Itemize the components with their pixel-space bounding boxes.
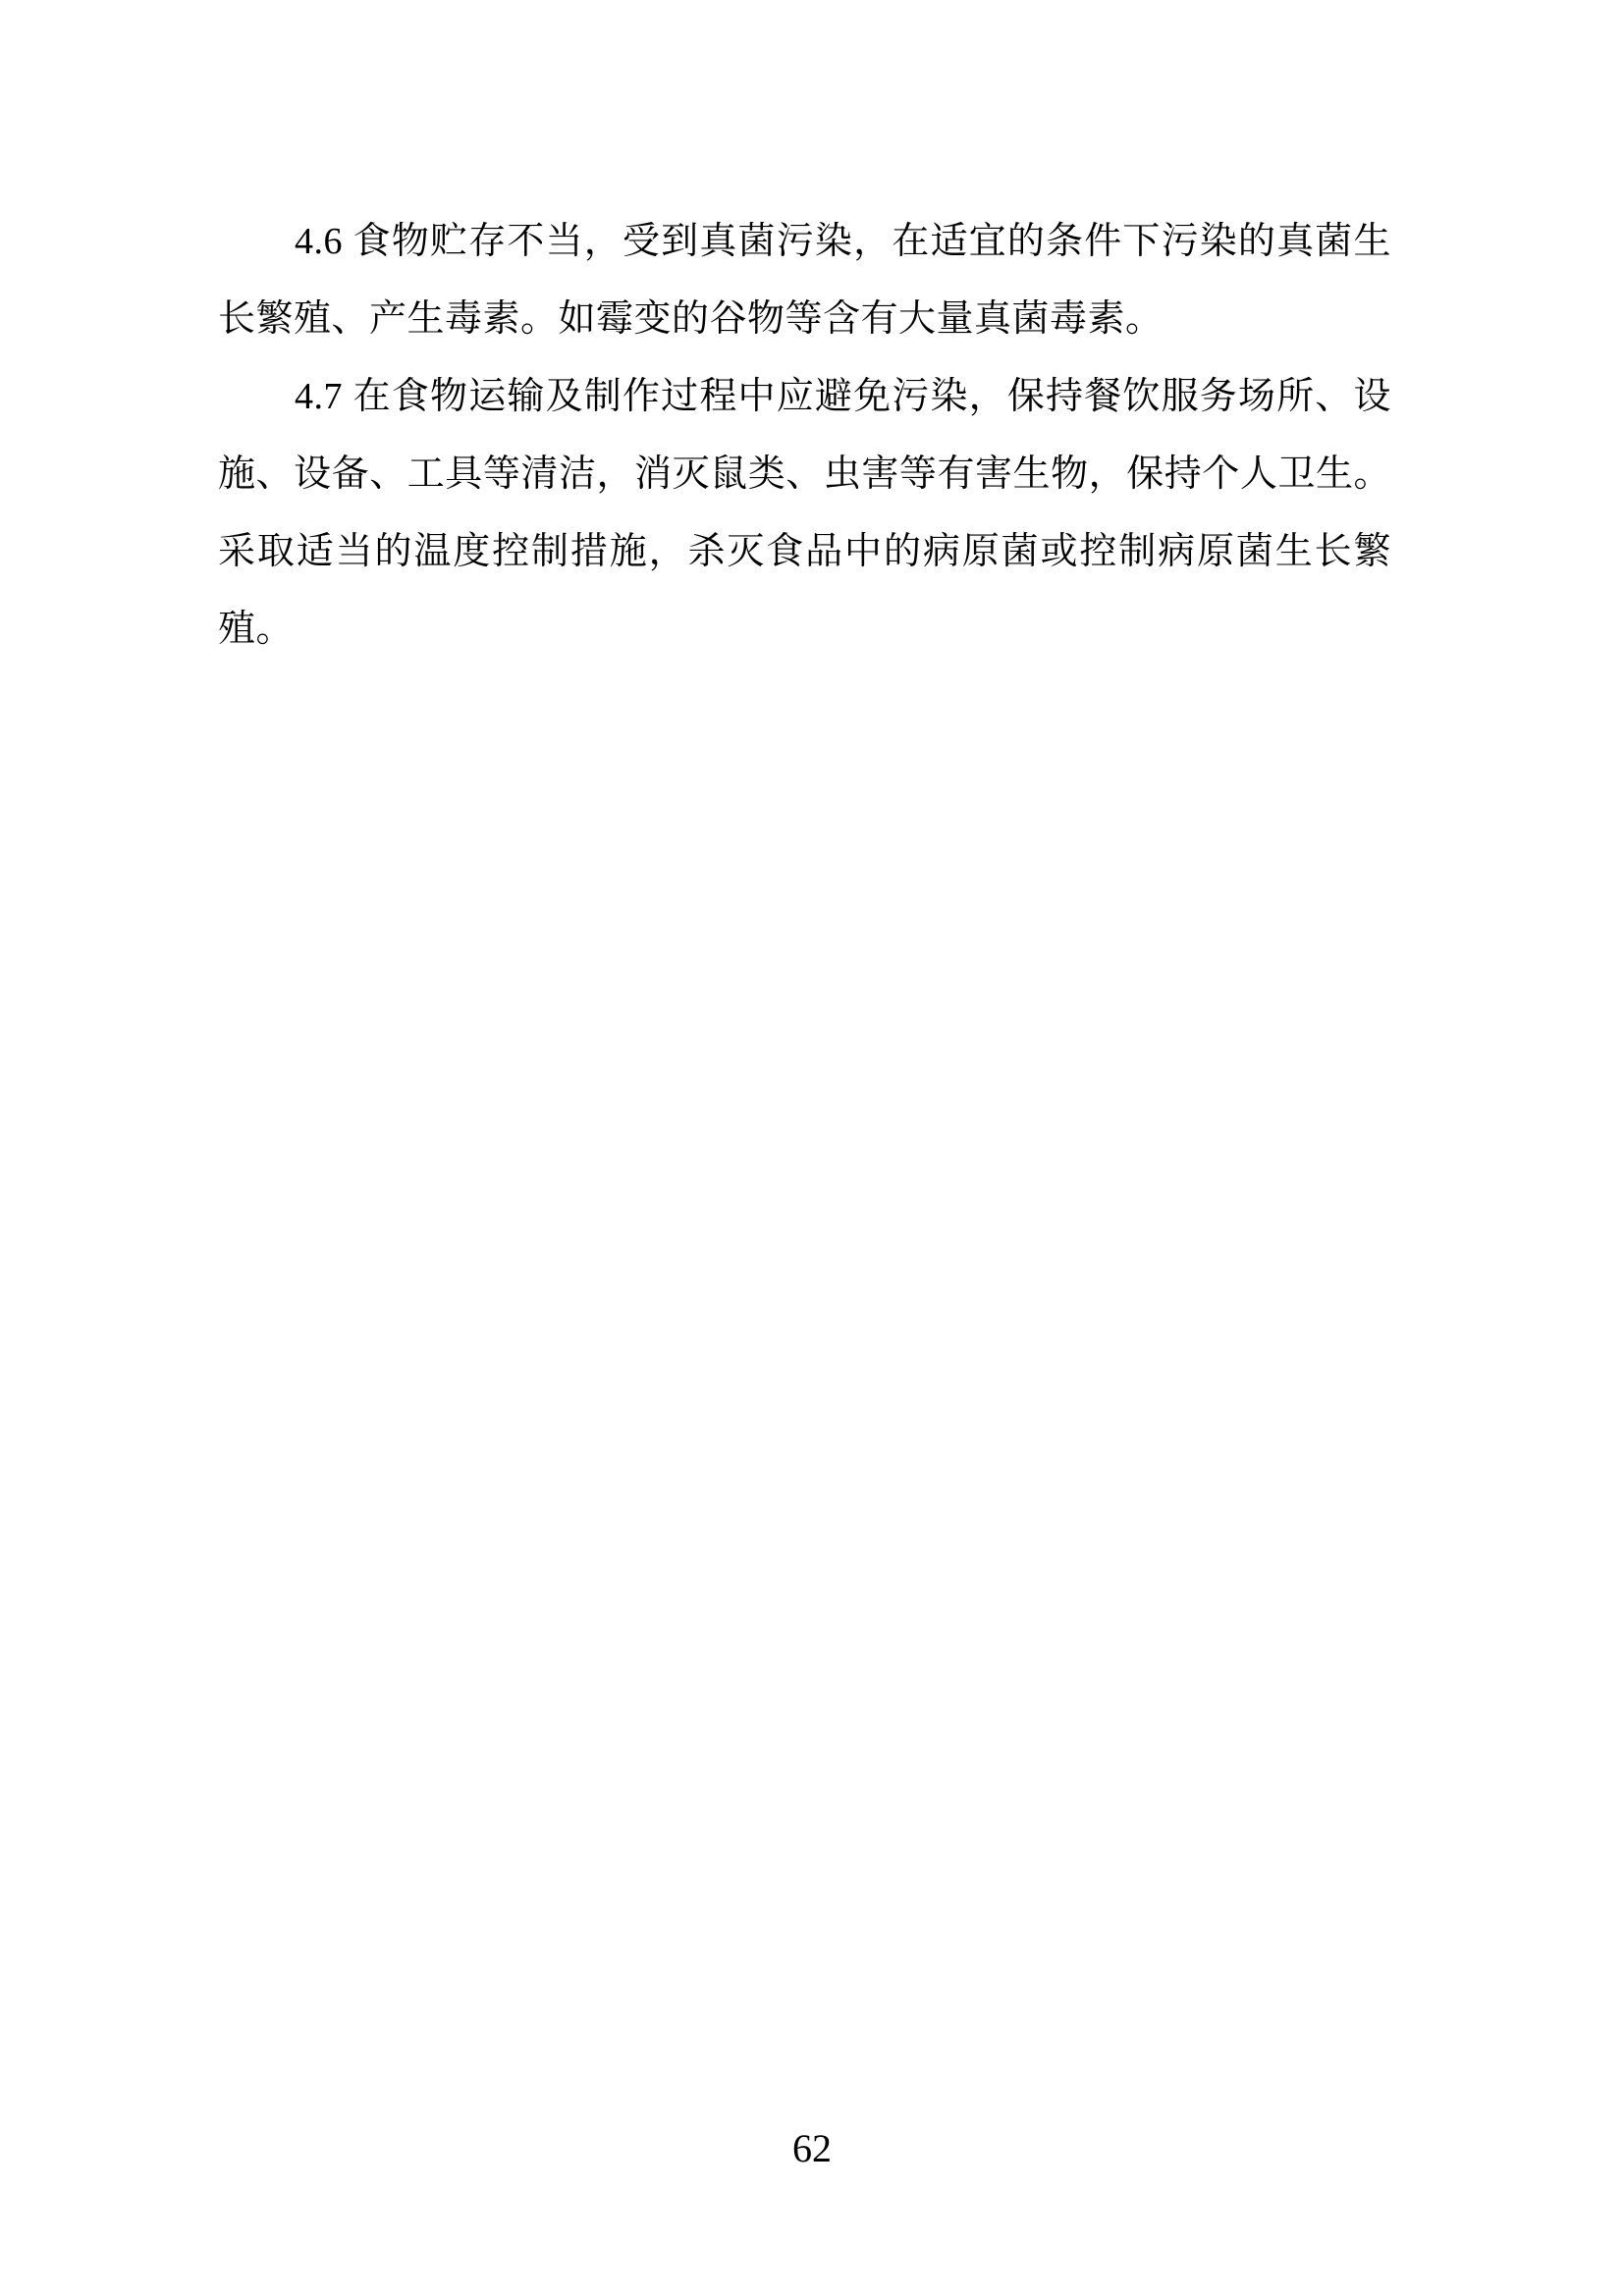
paragraph-4-7-line-2: 施、设备、工具等清洁，消灭鼠类、虫害等有害生物，保持个人卫生。 (218, 454, 1391, 495)
paragraph-4-6-line-2: 长繁殖、产生毒素。如霉变的谷物等含有大量真菌毒素。 (218, 298, 1164, 340)
page-number: 62 (792, 2126, 832, 2170)
document-body (218, 203, 1391, 668)
paragraph-4-7-line-4: 殖。 (218, 609, 295, 650)
paragraph-4-7-line-3: 采取适当的温度控制措施，杀灭食品中的病原菌或控制病原菌生长繁 (218, 531, 1391, 572)
paragraph-4-6-line-1: 4.6 食物贮存不当，受到真菌污染，在适宜的条件下污染的真菌生 (295, 221, 1391, 262)
paragraph-4-7-line-1: 4.7 在食物运输及制作过程中应避免污染，保持餐饮服务场所、设 (295, 376, 1391, 417)
